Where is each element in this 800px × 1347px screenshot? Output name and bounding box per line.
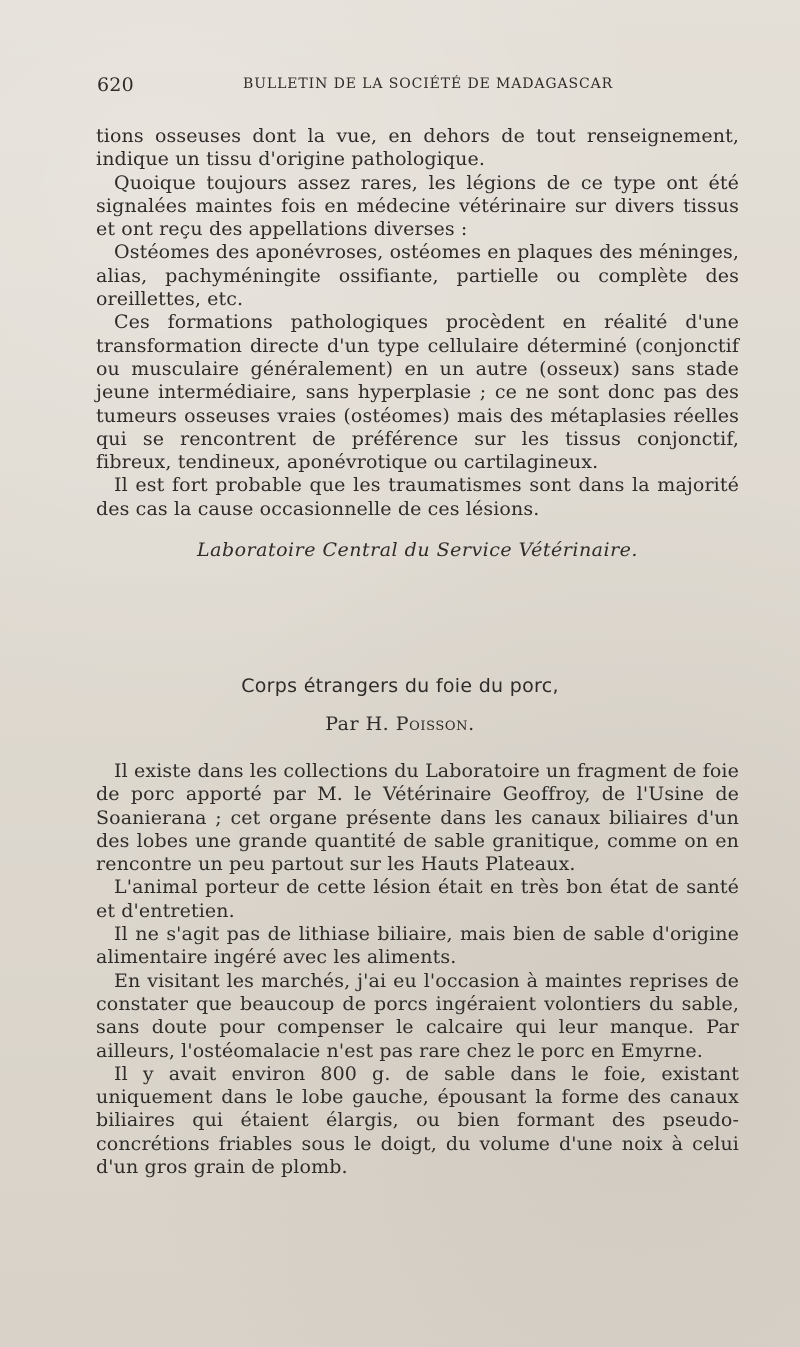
article-1-signature: Laboratoire Central du Service Vétérinaire.: [197, 539, 638, 562]
article-2-body: [96, 760, 739, 1179]
article-1-paragraph-2: Quoique toujours assez rares, les légions de ce type ont été signalées maintes fois en médecine vétérinaire sur divers tissus et ont reçu des appellations diverses :: [96, 171, 739, 241]
article-2-paragraph-3: Il ne s'agit pas de lithiase biliaire, mais bien de sable d'origine alimentaire ingéré avec les aliments.: [96, 923, 739, 969]
article-2-byline: [0, 713, 800, 735]
article-2-title: Corps étrangers du foie du porc,: [241, 675, 559, 697]
article-1-paragraph-5: Il est fort probable que les traumatismes sont dans la majorité des cas la cause occasionnelle de ces lésions.: [96, 474, 739, 520]
byline-prefix: Par H.: [325, 713, 390, 735]
article-2-paragraph-1: Il existe dans les collections du Laboratoire un fragment de foie de porc apporté par M. le Vétérinaire Geoffroy, de l'Usine de Soanierana ; cet organe présente dans les canaux biliaires d'un des lobes une grande quantité de sable granitique, comme on en rencontre un peu partout sur les Hauts Plateaux.: [96, 760, 739, 876]
byline-name: Poisson.: [395, 713, 475, 735]
article-1-paragraph-3: Ostéomes des aponévroses, ostéomes en plaques des méninges, alias, pachyméningite ossifiante, partielle ou complète des oreillettes, etc.: [96, 241, 739, 311]
page-header: [97, 74, 737, 98]
page-number: 620: [97, 74, 134, 96]
article-1-paragraph-1: tions osseuses dont la vue, en dehors de tout renseignement, indique un tissu d'origine pathologique.: [96, 125, 739, 171]
article-2-paragraph-2: L'animal porteur de cette lésion était en très bon état de santé et d'entretien.: [96, 876, 739, 922]
article-1-body: [96, 125, 739, 562]
article-2-paragraph-5: Il y avait environ 800 g. de sable dans le foie, existant uniquement dans le lobe gauche, épousant la forme des canaux biliaires qui étaient élargis, ou bien formant des pseudo-concrétions friables sous le doigt, du volume d'une noix à celui d'un gros grain de plomb.: [96, 1062, 739, 1179]
running-title: BULLETIN DE LA SOCIÉTÉ DE MADAGASCAR: [243, 76, 614, 92]
article-2-paragraph-4: En visitant les marchés, j'ai eu l'occasion à maintes reprises de constater que beaucoup de porcs ingéraient volontiers du sable, sans doute pour compenser le calcaire qui leur manque. Par ailleurs, l'ostéomalacie n'est pas rare chez le porc en Emyrne.: [96, 969, 739, 1062]
article-1-paragraph-4: Ces formations pathologiques procèdent en réalité d'une transformation directe d'un type cellulaire déterminé (conjonctif ou musculaire généralement) en un autre (osseux) sans stade jeune intermédiaire, sans hyperplasie ; ce ne sont donc pas des tumeurs osseuses vraies (ostéomes) mais des métaplasies réelles qui se rencontrent de préférence sur les tissus conjonctif, fibreux, tendineux, aponévrotique ou cartilagineux.: [96, 311, 739, 474]
